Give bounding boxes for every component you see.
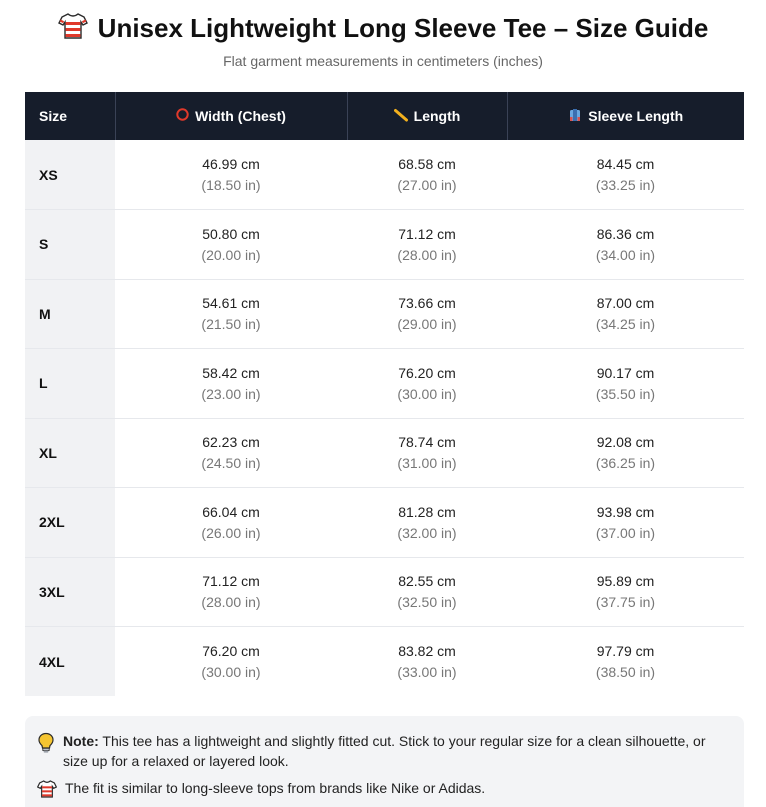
length-cm: 81.28 cm xyxy=(398,503,456,520)
size-cell: M xyxy=(25,279,115,349)
width-cell xyxy=(115,279,347,349)
brand-fit-note xyxy=(37,778,485,804)
tshirt-icon xyxy=(37,779,57,804)
note-box xyxy=(25,716,744,807)
width-cm: 62.23 cm xyxy=(202,434,260,451)
sleeve-cm: 86.36 cm xyxy=(596,225,655,242)
sleeve-in: (35.50 in) xyxy=(595,385,656,402)
length-cell xyxy=(347,557,507,627)
note-label: Note: xyxy=(63,733,99,749)
sleeve-in: (34.00 in) xyxy=(595,246,656,263)
size-cell: 2XL xyxy=(25,488,115,558)
length-in: (32.50 in) xyxy=(397,594,457,611)
size-cell: 3XL xyxy=(25,557,115,627)
table-row xyxy=(25,279,744,349)
sleeve-cm: 93.98 cm xyxy=(596,503,655,520)
width-cell xyxy=(115,210,347,280)
sleeve-cm: 92.08 cm xyxy=(596,434,655,451)
size-cell: L xyxy=(25,349,115,419)
width-in: (23.00 in) xyxy=(201,385,261,402)
sleeve-cell xyxy=(507,557,744,627)
length-cm: 83.82 cm xyxy=(398,643,456,659)
sleeve-in: (34.25 in) xyxy=(595,316,656,333)
width-cm: 71.12 cm xyxy=(202,573,260,590)
length-in: (33.00 in) xyxy=(397,664,457,680)
width-in: (24.50 in) xyxy=(201,455,261,472)
length-in: (28.00 in) xyxy=(397,246,457,263)
length-cell xyxy=(347,488,507,558)
width-cm: 66.04 cm xyxy=(202,503,260,520)
sleeve-in: (37.75 in) xyxy=(595,594,656,611)
column-header-length-label: Length xyxy=(413,108,461,124)
sleeve-cm: 97.79 cm xyxy=(596,643,655,659)
table-header-row xyxy=(25,92,744,140)
length-in: (32.00 in) xyxy=(397,524,457,541)
length-cm: 78.74 cm xyxy=(398,434,456,451)
fit-note xyxy=(37,731,727,771)
width-in: (18.50 in) xyxy=(201,177,261,193)
width-in: (21.50 in) xyxy=(201,316,261,333)
width-cell xyxy=(115,140,347,210)
column-header-length xyxy=(347,92,507,140)
sleeve-in: (37.00 in) xyxy=(595,524,656,541)
sleeve-cell xyxy=(507,210,744,280)
sleeve-cell xyxy=(507,418,744,488)
red-circle-icon xyxy=(176,108,189,124)
length-cell xyxy=(347,349,507,419)
size-cell: 4XL xyxy=(25,627,115,697)
sleeve-in: (38.50 in) xyxy=(595,664,656,680)
width-in: (20.00 in) xyxy=(201,246,261,263)
table-row xyxy=(25,418,744,488)
width-cell xyxy=(115,557,347,627)
length-cell xyxy=(347,140,507,210)
length-in: (30.00 in) xyxy=(397,385,457,402)
width-cell xyxy=(115,627,347,697)
lightbulb-icon xyxy=(37,732,55,759)
length-cell xyxy=(347,210,507,280)
length-in: (31.00 in) xyxy=(397,455,457,472)
table-row xyxy=(25,488,744,558)
sleeve-cell xyxy=(507,349,744,419)
width-cm: 76.20 cm xyxy=(202,643,260,659)
width-cell xyxy=(115,488,347,558)
sleeve-in: (33.25 in) xyxy=(595,177,656,193)
length-cell xyxy=(347,627,507,697)
sleeve-cell xyxy=(507,488,744,558)
table-row xyxy=(25,210,744,280)
ruler-icon xyxy=(394,108,408,125)
sleeve-cm: 87.00 cm xyxy=(596,295,655,312)
sleeve-cell xyxy=(507,279,744,349)
column-header-sleeve xyxy=(507,92,744,140)
length-cm: 76.20 cm xyxy=(398,364,456,381)
width-cell xyxy=(115,418,347,488)
table-row xyxy=(25,349,744,419)
width-in: (26.00 in) xyxy=(201,524,261,541)
column-header-width-label: Width (Chest) xyxy=(195,108,286,124)
sleeve-icon xyxy=(568,108,582,125)
sleeve-cm: 95.89 cm xyxy=(596,573,655,590)
column-header-sleeve-label: Sleeve Length xyxy=(588,108,684,124)
width-cm: 46.99 cm xyxy=(202,156,260,172)
size-cell: XL xyxy=(25,418,115,488)
page-title: Unisex Lightweight Long Sleeve Tee – Size Guide xyxy=(97,12,709,43)
table-row xyxy=(25,627,744,697)
width-in: (30.00 in) xyxy=(201,664,261,680)
sleeve-cm: 90.17 cm xyxy=(596,364,655,381)
width-cm: 50.80 cm xyxy=(202,225,260,242)
length-cm: 68.58 cm xyxy=(398,156,456,172)
length-cell xyxy=(347,279,507,349)
column-header-size-label: Size xyxy=(39,108,68,124)
fit-text: The fit is similar to long-sleeve tops from brands like Nike or Adidas. xyxy=(65,780,486,796)
table-body xyxy=(25,140,744,696)
length-cm: 73.66 cm xyxy=(398,295,456,312)
table-row xyxy=(25,140,744,210)
length-in: (29.00 in) xyxy=(397,316,457,333)
size-cell: XS xyxy=(25,140,115,210)
size-cell: S xyxy=(25,210,115,280)
width-cm: 58.42 cm xyxy=(202,364,260,381)
sleeve-cell xyxy=(507,627,744,697)
title-row xyxy=(0,10,766,46)
width-in: (28.00 in) xyxy=(201,594,261,611)
column-header-size xyxy=(25,92,115,140)
length-cell xyxy=(347,418,507,488)
length-in: (27.00 in) xyxy=(397,177,457,193)
sleeve-in: (36.25 in) xyxy=(595,455,656,472)
note-text: This tee has a lightweight and slightly fitted cut. Stick to your regular size for a clean silhouette, or size up for a relaxed or layered look. xyxy=(63,733,706,769)
sleeve-cm: 84.45 cm xyxy=(596,156,655,172)
tshirt-icon xyxy=(58,11,88,46)
width-cm: 54.61 cm xyxy=(202,295,260,312)
size-table xyxy=(25,92,744,696)
width-cell xyxy=(115,349,347,419)
column-header-width xyxy=(115,92,347,140)
table-row xyxy=(25,557,744,627)
page-subtitle: Flat garment measurements in centimeters (inches) xyxy=(223,53,543,69)
sleeve-cell xyxy=(507,140,744,210)
length-cm: 82.55 cm xyxy=(398,573,456,590)
length-cm: 71.12 cm xyxy=(398,225,456,242)
